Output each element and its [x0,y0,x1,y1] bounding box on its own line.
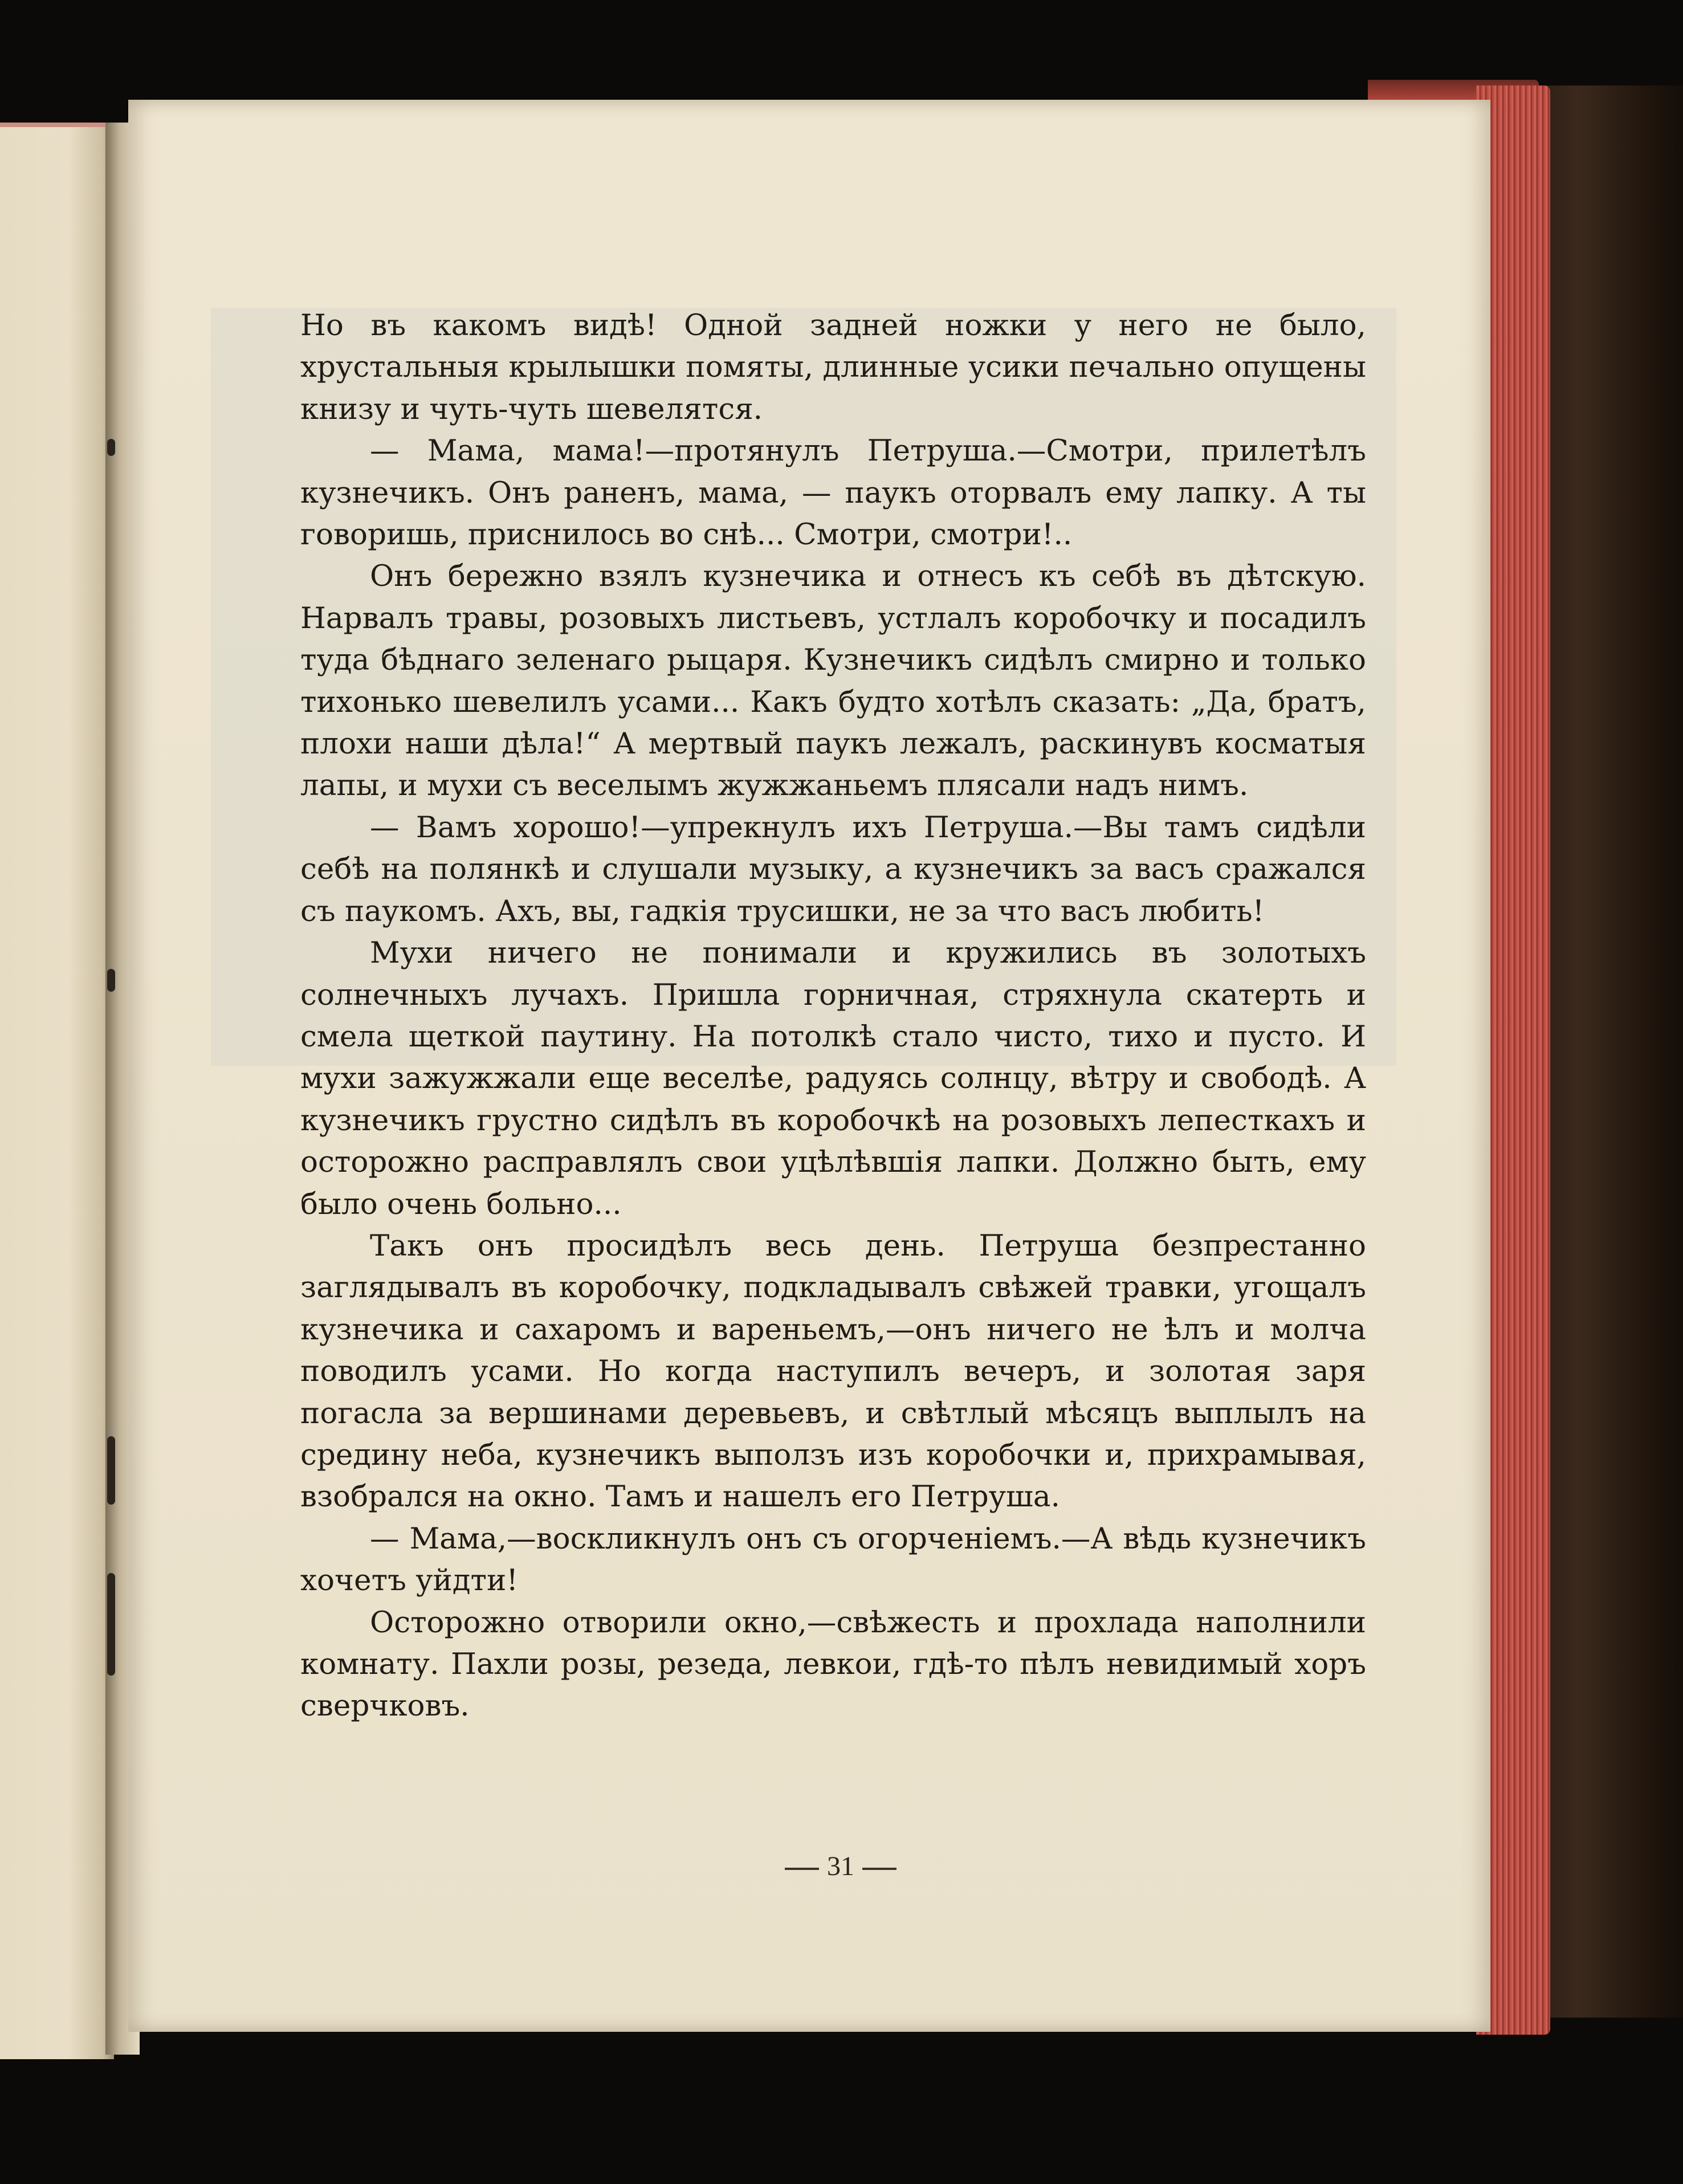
facing-page [0,123,114,2059]
binding-stitch [107,439,115,456]
book-cover-edge [1533,85,1683,2018]
paragraph: Но въ какомъ видѣ! Одной задней ножки у него не было, хрустальныя крылышки помяты, длинные усики печально опущены книзу и чуть-чуть шевелятся. [300,308,1366,426]
paragraph: Онъ бережно взялъ кузнечика и отнесъ къ себѣ въ дѣтскую. Нарвалъ травы, розовыхъ листьевъ, устлалъ коробочку и посадилъ туда бѣднаго зеленаго рыцаря. Кузнечикъ сидѣлъ смирно и только тихонько шевелилъ усами... Какъ будто хотѣлъ сказать: „Да, братъ, плохи наши дѣла!“ А мертвый паукъ лежалъ, раскинувъ косматыя лапы, и мухи съ веселымъ жужжаньемъ плясали надъ нимъ. [300,559,1366,803]
page-number [769,1849,912,1884]
binding-stitch [107,1436,115,1505]
paragraph: — Мама,—воскликнулъ онъ съ огорченіемъ.—А вѣдь кузнечикъ хочетъ уйдти! [300,1521,1366,1598]
paragraph: Осторожно отворили окно,—свѣжесть и прохлада наполнили комнату. Пахли розы, резеда, левкои, гдѣ-то пѣлъ невидимый хоръ сверчковъ. [300,1605,1366,1723]
page-number-value: 31 [827,1851,854,1881]
paragraph: — Вамъ хорошо!—упрекнулъ ихъ Петруша.—Вы тамъ сидѣли себѣ на полянкѣ и слушали музыку, а кузнечикъ за васъ сражался съ паукомъ. Ахъ, вы, гадкія трусишки, не за что васъ любить! [300,810,1366,928]
binding-stitch [107,1573,115,1676]
paragraph: Мухи ничего не понимали и кружились въ золотыхъ солнечныхъ лучахъ. Пришла горничная, стряхнула скатерть и смела щеткой паутину. На потолкѣ стало чисто, тихо и пусто. И мухи зажужжали еще веселѣе, радуясь солнцу, вѣтру и свободѣ. А кузнечикъ грустно сидѣлъ въ коробочкѣ на розовыхъ лепесткахъ и осторожно расправлялъ свои уцѣлѣвшія лапки. Должно быть, ему было очень больно... [300,936,1366,1221]
page-number-dash-right [862,1868,896,1870]
binding-stitch [107,969,115,992]
page-body-text [300,305,1366,1727]
page-number-dash-left [785,1868,819,1870]
paragraph: Такъ онъ просидѣлъ весь день. Петруша безпрестанно заглядывалъ въ коробочку, подкладывалъ свѣжей травки, угощалъ кузнечика и сахаромъ и вареньемъ,—онъ ничего не ѣлъ и молча поводилъ усами. Но когда наступилъ вечеръ, и золотая заря погасла за вершинами деревьевъ, и свѣтлый мѣсяцъ выплылъ на средину неба, кузнечикъ выползъ изъ коробочки и, прихрамывая, взобрался на окно. Тамъ и нашелъ его Петруша. [300,1228,1366,1514]
paragraph: — Мама, мама!—протянулъ Петруша.—Смотри, прилетѣлъ кузнечикъ. Онъ раненъ, мама, — паукъ оторвалъ ему лапку. А ты говоришь, приснилось во снѣ... Смотри, смотри!.. [300,434,1366,552]
